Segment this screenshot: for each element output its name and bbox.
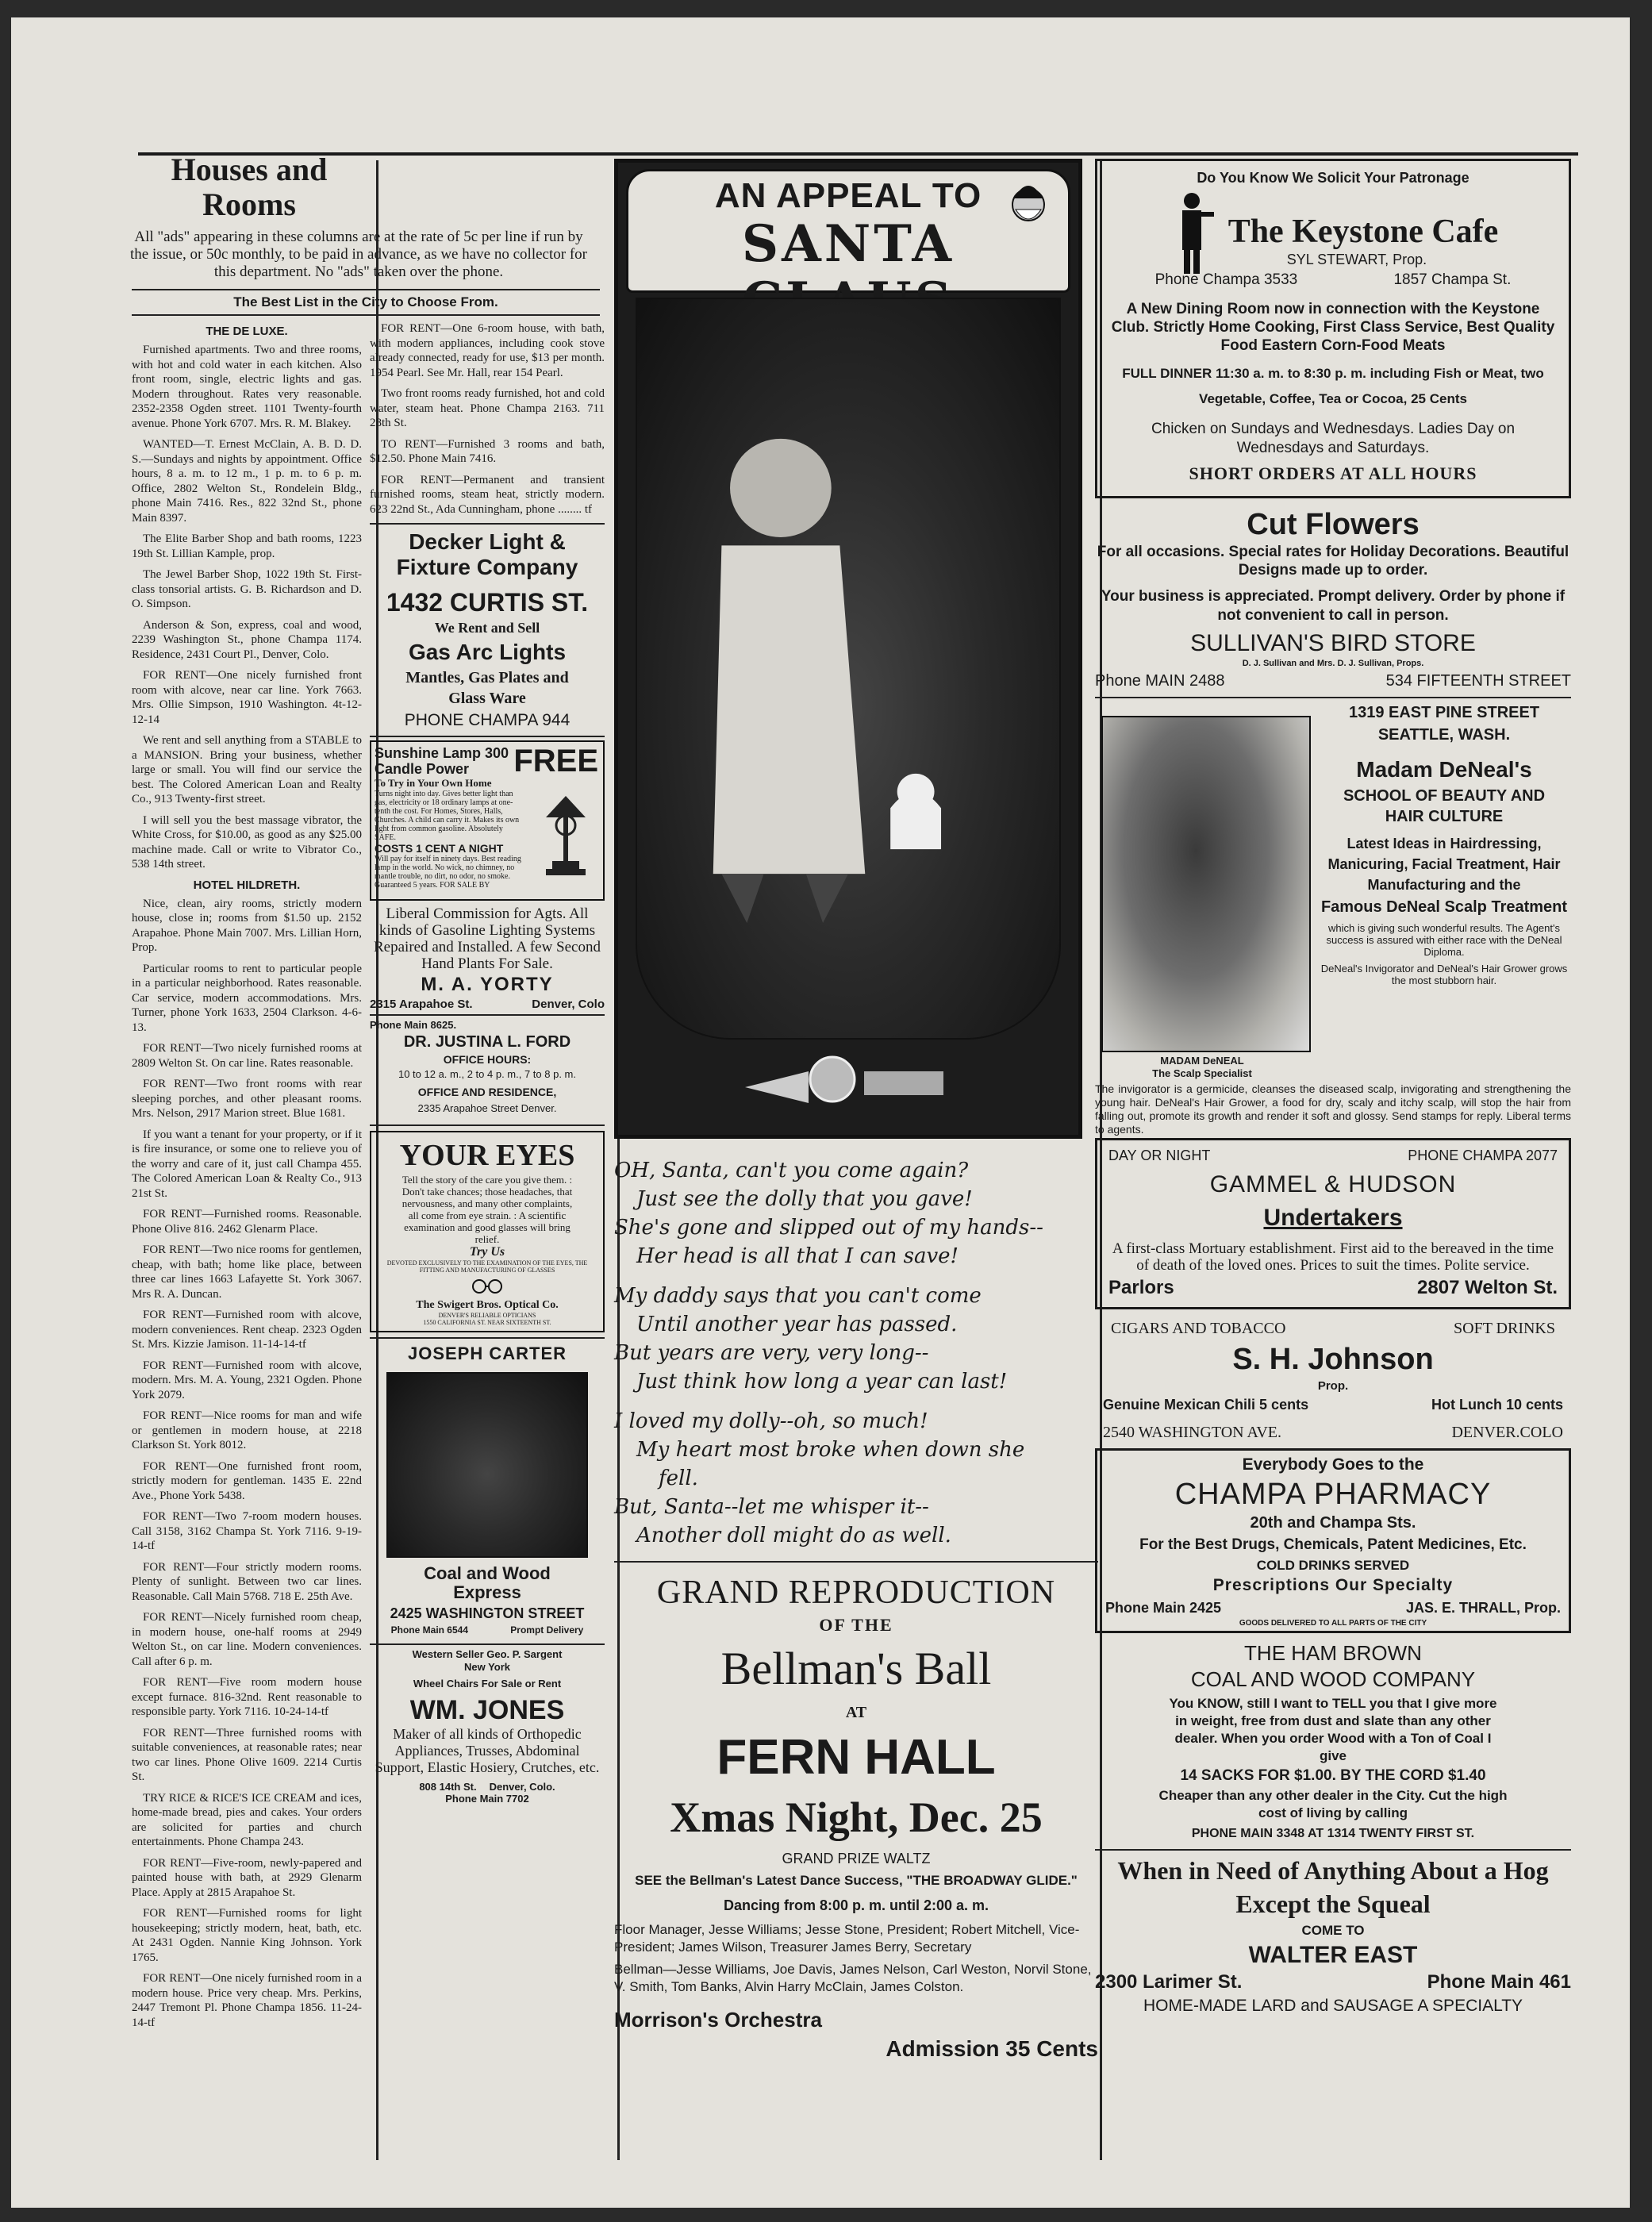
listing-item: Two front rooms ready furnished, hot and cold water, steam heat. Phone Champa 2163. 711 28th St. <box>370 387 605 429</box>
hambrown-ad <box>1095 1640 1571 1846</box>
ford-office: OFFICE AND RESIDENCE, <box>417 1086 557 1098</box>
deneal-copy2: DeNeal's Invigorator and DeNeal's Hair Grower grows the most stubborn hair. <box>1320 963 1568 986</box>
decker-line1: We Rent and Sell <box>434 620 540 636</box>
johnson-footer <box>1095 1417 1571 1448</box>
deneal-text <box>1317 702 1571 986</box>
houses-listings-right <box>370 321 605 1805</box>
listing-item: FOR RENT—One furnished front room, strictly modern for gentleman. 1435 E. 22nd Ave., Phone York 5438. <box>132 1459 362 1502</box>
hambrown-copy: You KNOW, still I want to TELL you that I give more in weight, free from dust and slate than any other dealer. When you order Wood with a Ton of Coal I give <box>1169 1696 1497 1763</box>
hambrown-copy2: Cheaper than any other dealer in the City. Cut the high cost of living by calling <box>1158 1788 1508 1820</box>
gammel-copy: A first-class Mortuary establishment. First aid to the bereaved in the time of death of the loved ones. Prices to suit the times. Polite service. <box>1112 1240 1554 1274</box>
girl-with-doll-photo <box>636 298 1061 1040</box>
keystone-short: SHORT ORDERS AT ALL HOURS <box>1189 463 1477 483</box>
eyes-ad <box>370 1131 605 1332</box>
deneal-copy3: The invigorator is a germicide, cleanses the diseased scalp, invigorating and strengthening the young hair. DeNeal's Hair Grower, a food for dry, scaly and itchy scalp, will stop the hair from falling out, promote its growth and render it soft and glossy. Send stamps for reply. Liberal terms to agents. <box>1095 1082 1571 1136</box>
pharmacy-goods: GOODS DELIVERED TO ALL PARTS OF THE CITY <box>1239 1619 1427 1628</box>
deneal-ideas: Latest Ideas in Hairdressing, Manicuring, Facial Treatment, Hair Manufacturing and the <box>1327 836 1561 893</box>
keystone-copy: A New Dining Room now in connection with the Keystone Club. Strictly Home Cooking, First Class Service, Best Quality Food Eastern Corn-Food Meats <box>1111 301 1555 354</box>
poem-line: My daddy says that you can't come <box>614 1284 982 1308</box>
walter-contact <box>1095 1970 1571 1995</box>
flowers-ad <box>1095 506 1571 694</box>
poem-line: fell. <box>659 1467 698 1490</box>
johnson-city: DENVER.COLO <box>1451 1424 1563 1441</box>
sunshine-ad <box>370 740 605 1011</box>
santa-poem <box>614 1156 1098 1550</box>
santa-title-panel <box>626 169 1070 293</box>
listing-item: FOR RENT—Two nicely furnished rooms at 2809 Welton St. On car line. Rates reasonable. <box>132 1042 362 1070</box>
toys-icon <box>737 1048 959 1119</box>
santa-title-top: AN APPEAL TO <box>714 176 982 215</box>
ball-hall: FERN HALL <box>717 1730 996 1785</box>
pharmacy-drugs: For the Best Drugs, Chemicals, Patent Medicines, Etc. <box>1139 1536 1527 1553</box>
poem-line: Until another year has passed. <box>636 1313 958 1336</box>
flowers-address: 534 FIFTEENTH STREET <box>1385 672 1571 690</box>
houses-column <box>132 151 605 319</box>
ford-hours-label: OFFICE HOURS: <box>443 1053 532 1066</box>
listing-item: FOR RENT—One nicely furnished room in a modern house. Price very cheap. Mrs. Perkins, 2447 Tremont Pl. Phone Champa 1856. 11-24-14-tf <box>132 1972 362 2029</box>
decker-line2: Gas Arc Lights <box>408 640 567 664</box>
yorty-address-row <box>370 998 605 1011</box>
hambrown-name2: COAL AND WOOD COMPANY <box>1190 1667 1476 1691</box>
poem-line: But, Santa--let me whisper it-- <box>614 1495 929 1519</box>
keystone-phone: Phone Champa 3533 <box>1154 271 1298 288</box>
poem-line <box>614 1396 1098 1407</box>
listing-item: Furnished apartments. Two and three rooms, with hot and cold water in each kitchen. Also front room, single, electric lights and gas. Modern throughout. Rates very reasonable. 2352-2358 Ogden street. 1101 Twenty-fourth avenue. Phone York 6707. Mrs. R. M. Blakey. <box>132 344 362 430</box>
ball-at: AT <box>845 1704 867 1721</box>
yorty-address: 2315 Arapahoe St. <box>370 998 473 1011</box>
carter-footer <box>370 1624 605 1636</box>
decker-phone: PHONE CHAMPA 944 <box>404 711 571 729</box>
pharmacy-prop: JAS. E. THRALL, Prop. <box>1405 1600 1561 1616</box>
rule <box>1095 697 1571 698</box>
gammel-footer <box>1108 1274 1558 1302</box>
listing-item: FOR RENT—Five-room, newly-papered and painted house with bath, at 2929 Glenarm Place. Apply at 2815 Arapahoe St. <box>132 1856 362 1899</box>
deneal-caption1: MADAM DeNEAL <box>1160 1055 1244 1067</box>
eyeglasses-icon <box>471 1277 503 1296</box>
keystone-prop: SYL STEWART, Prop. <box>1286 252 1427 267</box>
santa-face-icon <box>1005 178 1052 225</box>
carter-ad <box>370 1342 605 1636</box>
sunshine-cost: COSTS 1 CENT A NIGHT <box>375 842 504 855</box>
listing-item: We rent and sell anything from a STABLE to a MANSION. Bring your business, whether large or small. You will find our service the best. The Colored American Loan and Realty Co., 913 Twenty-first street. <box>132 734 362 805</box>
rule <box>370 523 605 525</box>
jones-city: Denver, Colo. <box>489 1781 555 1793</box>
decker-ad <box>370 529 605 732</box>
jones-seller: Western Seller Geo. P. Sargent New York <box>412 1648 563 1673</box>
walter-address: 2300 Larimer St. <box>1095 1971 1243 1993</box>
carter-address: 2425 WASHINGTON STREET <box>390 1605 585 1621</box>
decker-address: 1432 CURTIS ST. <box>386 588 589 617</box>
eyes-title: YOUR EYES <box>399 1139 575 1172</box>
jones-address: 808 14th St. <box>419 1781 477 1793</box>
pharmacy-contact <box>1105 1597 1561 1619</box>
eyes-try: Try Us <box>469 1245 505 1259</box>
listing-item: Particular rooms to rent to particular people in a particular neighborhood. Rates reasonable. Car service, modern accommodations. Mrs. Turner, phone York 1633, 2504 Clarkson. 4-6-13. <box>132 962 362 1034</box>
pharmacy-presc: Prescriptions Our Specialty <box>1212 1576 1454 1594</box>
poem-line: Her head is all that I can save! <box>636 1244 959 1268</box>
ford-address: 2335 Arapahoe Street Denver. <box>417 1102 557 1114</box>
poem-line: Another doll might do as well. <box>636 1524 951 1547</box>
sunshine-box <box>370 740 605 901</box>
center-column <box>614 151 1098 2062</box>
listing-item: FOR RENT—Permanent and transient furnished rooms, steam heat, strictly modern. 623 22nd St., Ada Cunningham, phone ........ tf <box>370 473 605 516</box>
keystone-address: 1857 Champa St. <box>1393 271 1512 288</box>
ford-hours: 10 to 12 a. m., 2 to 4 p. m., 7 to 8 p. m. <box>398 1068 576 1080</box>
pharmacy-ad <box>1095 1448 1571 1633</box>
pharmacy-cold: COLD DRINKS SERVED <box>1256 1558 1410 1573</box>
walter-phone: Phone Main 461 <box>1427 1971 1571 1993</box>
ball-orchestra: Morrison's Orchestra <box>614 2008 822 2032</box>
listing-item: FOR RENT—Furnished rooms. Reasonable. Phone Olive 816. 2462 Glenarm Place. <box>132 1208 362 1236</box>
johnson-left: CIGARS AND TOBACCO <box>1111 1320 1286 1337</box>
listing-item: FOR RENT—Two 7-room modern houses. Call 3158, 3162 Champa St. York 7116. 9-19-14-tf <box>132 1510 362 1552</box>
jones-phone: Phone Main 7702 <box>445 1793 529 1805</box>
gammel-name: GAMMEL & HUDSON <box>1209 1171 1457 1197</box>
listing-item: WANTED—T. Ernest McClain, A. B. D. D. S.—Sundays and nights by appointment. Office hours, 8 a. m. to 12 m., 1 p. m. to 6 p. m. Office, 2802 Welton St., Rondelein Bldg., phone Main 7416. Res., 822 32nd St., phone Main 8397. <box>132 438 362 525</box>
yorty-name: M. A. YORTY <box>421 974 554 995</box>
gammel-header <box>1108 1145 1558 1166</box>
johnson-header <box>1095 1317 1571 1340</box>
rule <box>1095 1849 1571 1851</box>
johnson-menu <box>1095 1393 1571 1417</box>
listing-item: FOR RENT—Nicely furnished room cheap, in modern house, one-half rooms at 2949 Welton St., on car line. Modern conveniences. Call after 6 p. m. <box>132 1611 362 1668</box>
hildreth-heading: HOTEL HILDRETH. <box>193 878 301 892</box>
listing-item: Nice, clean, airy rooms, strictly modern house, close in; rooms from $1.50 up. 2152 Arapahoe. Phone Main 7007. Mrs. Lillian Horn, Prop. <box>132 897 362 954</box>
rule <box>370 736 605 737</box>
poem-line: OH, Santa, can't you come again? <box>614 1159 969 1182</box>
keystone-top: Do You Know We Solicit Your Patronage <box>1197 170 1470 186</box>
eyes-body: Tell the story of the care you give them. : Don't take chances; those headaches, that nervousness, and many other complaints, all come from eye strain. : A scientific examination and good glasses will bring relief. <box>401 1174 573 1245</box>
deneal-famous: Famous DeNeal Scalp Treatment <box>1320 898 1568 916</box>
poem-line <box>614 1271 1098 1282</box>
sunshine-free: FREE <box>513 744 598 778</box>
deneal-caption <box>1095 1055 1309 1080</box>
listings-a <box>132 343 362 872</box>
listing-item: Anderson & Son, express, coal and wood, 2239 Washington St., phone Champa 1174. Residence, 2431 Court Pl., Denver, Colo. <box>132 618 362 661</box>
listing-item: The Elite Barber Shop and bath rooms, 1223 19th St. Lillian Kample, prop. <box>132 532 362 560</box>
flowers-title: Cut Flowers <box>1247 508 1420 541</box>
gammel-trade: Undertakers <box>1263 1205 1403 1231</box>
walter-come: COME TO <box>1301 1923 1365 1938</box>
keystone-dinner: FULL DINNER 11:30 a. m. to 8:30 p. m. including Fish or Meat, two Vegetable, Coffee, Tea or Cocoa, 25 Cents <box>1122 366 1544 406</box>
walter-tag: HOME-MADE LARD and SAUSAGE A SPECIALTY <box>1143 1997 1523 2015</box>
walter-name: WALTER EAST <box>1248 1942 1418 1968</box>
flowers-props: D. J. Sullivan and Mrs. D. J. Sullivan, Props. <box>1242 659 1424 668</box>
listing-item: TO RENT—Furnished 3 rooms and bath, $12.50. Phone Main 7416. <box>370 437 605 465</box>
listing-item: FOR RENT—One 6-room house, with bath, with modern appliances, including cook stove already connected, ready for use, $13 per month. 1954 Pearl. See Mr. Hall, rear 154 Pearl. <box>370 322 605 379</box>
sunshine-copy: Turns night into day. Gives better light than gas, electricity or 18 ordinary lamps at one-tenth the cost. For Homes, Stores, Halls, Churches. A child can carry it. Makes its own light from common gasoline. Absolutely SAFE. <box>375 790 520 842</box>
sunshine-try: To Try in Your Own Home <box>375 777 492 789</box>
santa-illustration <box>614 159 1082 1139</box>
ball-waltz: GRAND PRIZE WALTZ <box>782 1851 931 1866</box>
johnson-right: SOFT DRINKS <box>1454 1320 1555 1337</box>
gammel-address: 2807 Welton St. <box>1417 1277 1558 1298</box>
flowers-line2: Your business is appreciated. Prompt delivery. Order by phone if not convenient to call in person. <box>1101 588 1566 624</box>
poem-line: Just see the dolly that you gave! <box>636 1187 973 1211</box>
listing-item: FOR RENT—Five room modern house except furnace. 816-32nd. Rent reasonable to responsible party. York 7116. 10-24-14-tf <box>132 1676 362 1718</box>
rule <box>614 1561 1098 1563</box>
deneal-addr2: SEATTLE, WASH. <box>1377 726 1511 744</box>
rule <box>132 289 600 290</box>
ball-name: Bellman's Ball <box>720 1643 992 1694</box>
listing-item: FOR RENT—Two nice rooms for gentlemen, cheap, with bath; home like place, between three car lines 1663 Lafayette St. York 3067. Mrs R. A. Duncan. <box>132 1244 362 1301</box>
houses-title: Houses and Rooms <box>171 152 328 222</box>
johnson-lunch: Hot Lunch 10 cents <box>1431 1397 1563 1413</box>
decker-name: Decker Light & Fixture Company <box>396 529 578 579</box>
gammel-parlors: Parlors <box>1108 1277 1174 1298</box>
listing-item: The Jewel Barber Shop, 1022 19th St. First-class tonsorial artists. G. B. Richardson and D. O. Simpson. <box>132 568 362 610</box>
eyes-firm: The Swigert Bros. Optical Co. <box>416 1299 559 1311</box>
rule <box>370 1337 605 1339</box>
hambrown-phone: PHONE MAIN 3348 AT 1314 TWENTY FIRST ST. <box>1191 1827 1475 1840</box>
ball-head: GRAND REPRODUCTION <box>656 1574 1056 1611</box>
pharmacy-top: Everybody Goes to the <box>1242 1455 1424 1474</box>
listing-item: FOR RENT—Two front rooms with rear sleeping porches, and other pleasant rooms. Mrs. Nelson, 2917 Marion street. Blue 1681. <box>132 1078 362 1120</box>
listing-item: I will sell you the best massage vibrator, the White Cross, for $10.00, as good as any $25.00 machine made. Call or write to Vibrator Co., 538 14th street. <box>132 813 362 871</box>
horse-wagon-image <box>386 1372 588 1558</box>
lamp-icon <box>538 790 594 885</box>
flowers-store: SULLIVAN'S BIRD STORE <box>1190 630 1476 656</box>
girl-figure-icon <box>637 299 1059 1038</box>
poem-line: She's gone and slipped out of my hands-- <box>614 1216 1043 1240</box>
eyes-devoted: DEVOTED EXCLUSIVELY TO THE EXAMINATION OF THE EYES, THE FITTING AND MANUFACTURING OF GLASSES <box>386 1259 588 1274</box>
poem-line: I loved my dolly--oh, so much! <box>614 1409 928 1433</box>
houses-notice: All "ads" appearing in these columns are at the rate of 5c per line if run by the issue, or 50c monthly, to be paid in advance, as we have no collector for this department. No "ads" taken over the phone. <box>130 229 587 280</box>
rule <box>370 1124 605 1126</box>
listing-item: TRY RICE & RICE'S ICE CREAM and ices, home-made bread, pies and cakes. Your orders are solicited for parties and church entertainments. Phone Champa 243. <box>132 1791 362 1848</box>
hambrown-sacks: 14 SACKS FOR $1.00. BY THE CORD $1.40 <box>1180 1767 1486 1784</box>
deneal-addr1: 1319 EAST PINE STREET <box>1348 704 1540 721</box>
walter-head: When in Need of Anything About a Hog Except the Squeal <box>1117 1856 1549 1918</box>
ball-officers: Floor Manager, Jesse Williams; Jesse Stone, President; Robert Mitchell, Vice-President; James Wilson, Treasurer James Berry, Secretary <box>614 1922 1080 1955</box>
listing-item: FOR RENT—One nicely furnished front room with alcove, near car line. York 7663. Mrs. Ollie Simpson, 1910 Washington. 4t-12-12-14 <box>132 669 362 726</box>
poem-line: My heart most broke when down she <box>636 1438 1025 1462</box>
right-column <box>1095 151 1571 2017</box>
johnson-chili: Genuine Mexican Chili 5 cents <box>1103 1397 1309 1413</box>
jones-ad <box>370 1648 605 1805</box>
ball-dancing: Dancing from 8:00 p. m. until 2:00 a. m. <box>723 1897 989 1913</box>
ball-bellmen: Bellman—Jesse Williams, Joe Davis, James Nelson, Carl Weston, Norvil Stone, V. Smith, Tom Banks, Alvin Harry McClain, James Colston. <box>614 1962 1092 1994</box>
carter-tag: Prompt Delivery <box>510 1624 584 1636</box>
hambrown-name1: THE HAM BROWN <box>1244 1641 1422 1665</box>
poem-line: But years are very, very long-- <box>614 1341 929 1365</box>
sunshine-copy2: Will pay for itself in ninety days. Best reading lamp in the world. No wick, no chimney, no mantle trouble, no dirt, no odor, no smoke. Guaranteed 5 years. FOR SALE BY <box>375 855 521 890</box>
ball-date: Xmas Night, Dec. 25 <box>670 1793 1043 1841</box>
listings-b <box>132 897 362 2031</box>
listing-item: FOR RENT—Furnished room with alcove, modern conveniences. Rent cheap. 2323 Ogden St. Mrs. Kizzie Jamison. 11-14-14-tf <box>132 1309 362 1351</box>
johnson-name: S. H. Johnson <box>1232 1343 1434 1376</box>
flowers-contact <box>1095 668 1571 694</box>
listing-item: FOR RENT—Furnished room with alcove, modern. Mrs. M. A. Young, 2321 Ogden. Phone York 2079. <box>132 1359 362 1401</box>
poem-line: Just think how long a year can last! <box>636 1370 1008 1394</box>
de-luxe-heading: THE DE LUXE. <box>206 325 288 338</box>
best-list-heading: The Best List in the City to Choose From. <box>233 294 498 309</box>
ford-ad <box>370 1019 605 1117</box>
gammel-ad <box>1095 1138 1571 1309</box>
jones-copy: Maker of all kinds of Orthopedic Appliances, Trusses, Abdominal Support, Elastic Hosiery, Crutches, etc. <box>375 1726 600 1775</box>
gammel-day: DAY OR NIGHT <box>1108 1148 1211 1163</box>
walter-ad <box>1095 1854 1571 2017</box>
sunshine-commission: Liberal Commission for Agts. All kinds of Gasoline Lighting Systems Repaired and Installed. A few Second Hand Plants For Sale. <box>374 905 601 972</box>
deneal-name: Madam DeNeal's <box>1356 757 1532 782</box>
keystone-chicken: Chicken on Sundays and Wednesdays. Ladies Day on Wednesdays and Saturdays. <box>1151 421 1516 456</box>
pharmacy-phone: Phone Main 2425 <box>1105 1600 1222 1616</box>
gammel-phone: PHONE CHAMPA 2077 <box>1408 1148 1558 1163</box>
keystone-ad <box>1095 159 1571 498</box>
pharmacy-name: CHAMPA PHARMACY <box>1174 1478 1492 1511</box>
deneal-copy: which is giving such wonderful results. The Agent's success is assured with either race with the DeNeal Diploma. <box>1326 922 1562 958</box>
jones-wheel: Wheel Chairs For Sale or Rent <box>413 1678 562 1690</box>
pharmacy-streets: 20th and Champa Sts. <box>1250 1514 1416 1532</box>
waiter-icon <box>1168 188 1216 275</box>
bellman-ball-ad <box>614 1574 1098 2062</box>
jones-name: WM. JONES <box>409 1695 565 1725</box>
flowers-line1: For all occasions. Special rates for Holiday Decorations. Beautiful Designs made up to order. <box>1097 544 1569 579</box>
flowers-phone: Phone MAIN 2488 <box>1095 672 1225 690</box>
listings-c <box>370 321 605 517</box>
rule <box>132 314 600 316</box>
decker-line3: Mantles, Gas Plates and Glass Ware <box>405 669 569 707</box>
johnson-prop: Prop. <box>1317 1379 1349 1393</box>
carter-service: Coal and Wood Express <box>424 1563 551 1602</box>
ford-name: DR. JUSTINA L. FORD <box>403 1033 571 1051</box>
listing-item: If you want a tenant for your property, or if it is fire insurance, or some one to relieve you of the worry and care of it, just call Champa 455. The Colored American Loan & Realty Co., 913 21st St. <box>132 1128 362 1200</box>
deneal-ad <box>1095 702 1571 1136</box>
deneal-school: SCHOOL OF BEAUTY AND HAIR CULTURE <box>1343 787 1546 825</box>
keystone-name: The Keystone Cafe <box>1227 213 1499 250</box>
eyes-address: 1550 CALIFORNIA ST. NEAR SIXTEENTH ST. <box>423 1319 551 1326</box>
santa-title-main: SANTA <box>741 214 955 274</box>
ford-phone: Phone Main 8625. <box>370 1019 457 1031</box>
deneal-caption2: The Scalp Specialist <box>1152 1067 1252 1079</box>
listing-item: FOR RENT—Nice rooms for man and wife or gentlemen in modern house, at 2218 Clarkson St. York 8012. <box>132 1409 362 1451</box>
houses-listings-left <box>132 321 362 2036</box>
ball-of-the: OF THE <box>819 1615 893 1635</box>
madam-deneal-portrait <box>1101 716 1311 1052</box>
ball-admission: Admission 35 Cents <box>886 2036 1098 2061</box>
listing-item: FOR RENT—Three furnished rooms with suitable conveniences, at reasonable rates; near two car lines. Phone Olive 1609. 2214 Curtis St. <box>132 1726 362 1783</box>
listing-item: FOR RENT—Furnished rooms for light housekeeping; strictly modern, heat, bath, etc. At 2431 Ogden. Nannie King Johnson. York 1765. <box>132 1907 362 1964</box>
johnson-address: 2540 WASHINGTON AVE. <box>1103 1424 1282 1441</box>
rule <box>370 1643 605 1645</box>
rule <box>370 1014 605 1016</box>
ball-see: SEE the Bellman's Latest Dance Success, "THE BROADWAY GLIDE." <box>635 1873 1078 1888</box>
carter-phone: Phone Main 6544 <box>390 1624 469 1636</box>
johnson-ad <box>1095 1317 1571 1448</box>
jones-footer <box>370 1781 605 1793</box>
carter-name: JOSEPH CARTER <box>407 1344 567 1363</box>
eyes-tag: DENVER'S RELIABLE OPTICIANS <box>438 1312 536 1319</box>
sunshine-head: Sunshine Lamp 300 Candle Power <box>375 745 509 777</box>
listing-item: FOR RENT—Four strictly modern rooms. Plenty of sunlight. Between two car lines. Reasonable. Call Main 5768. 718 E. 25th Ave. <box>132 1560 362 1603</box>
yorty-city: Denver, Colo <box>532 998 605 1011</box>
keystone-contact <box>1107 268 1559 292</box>
